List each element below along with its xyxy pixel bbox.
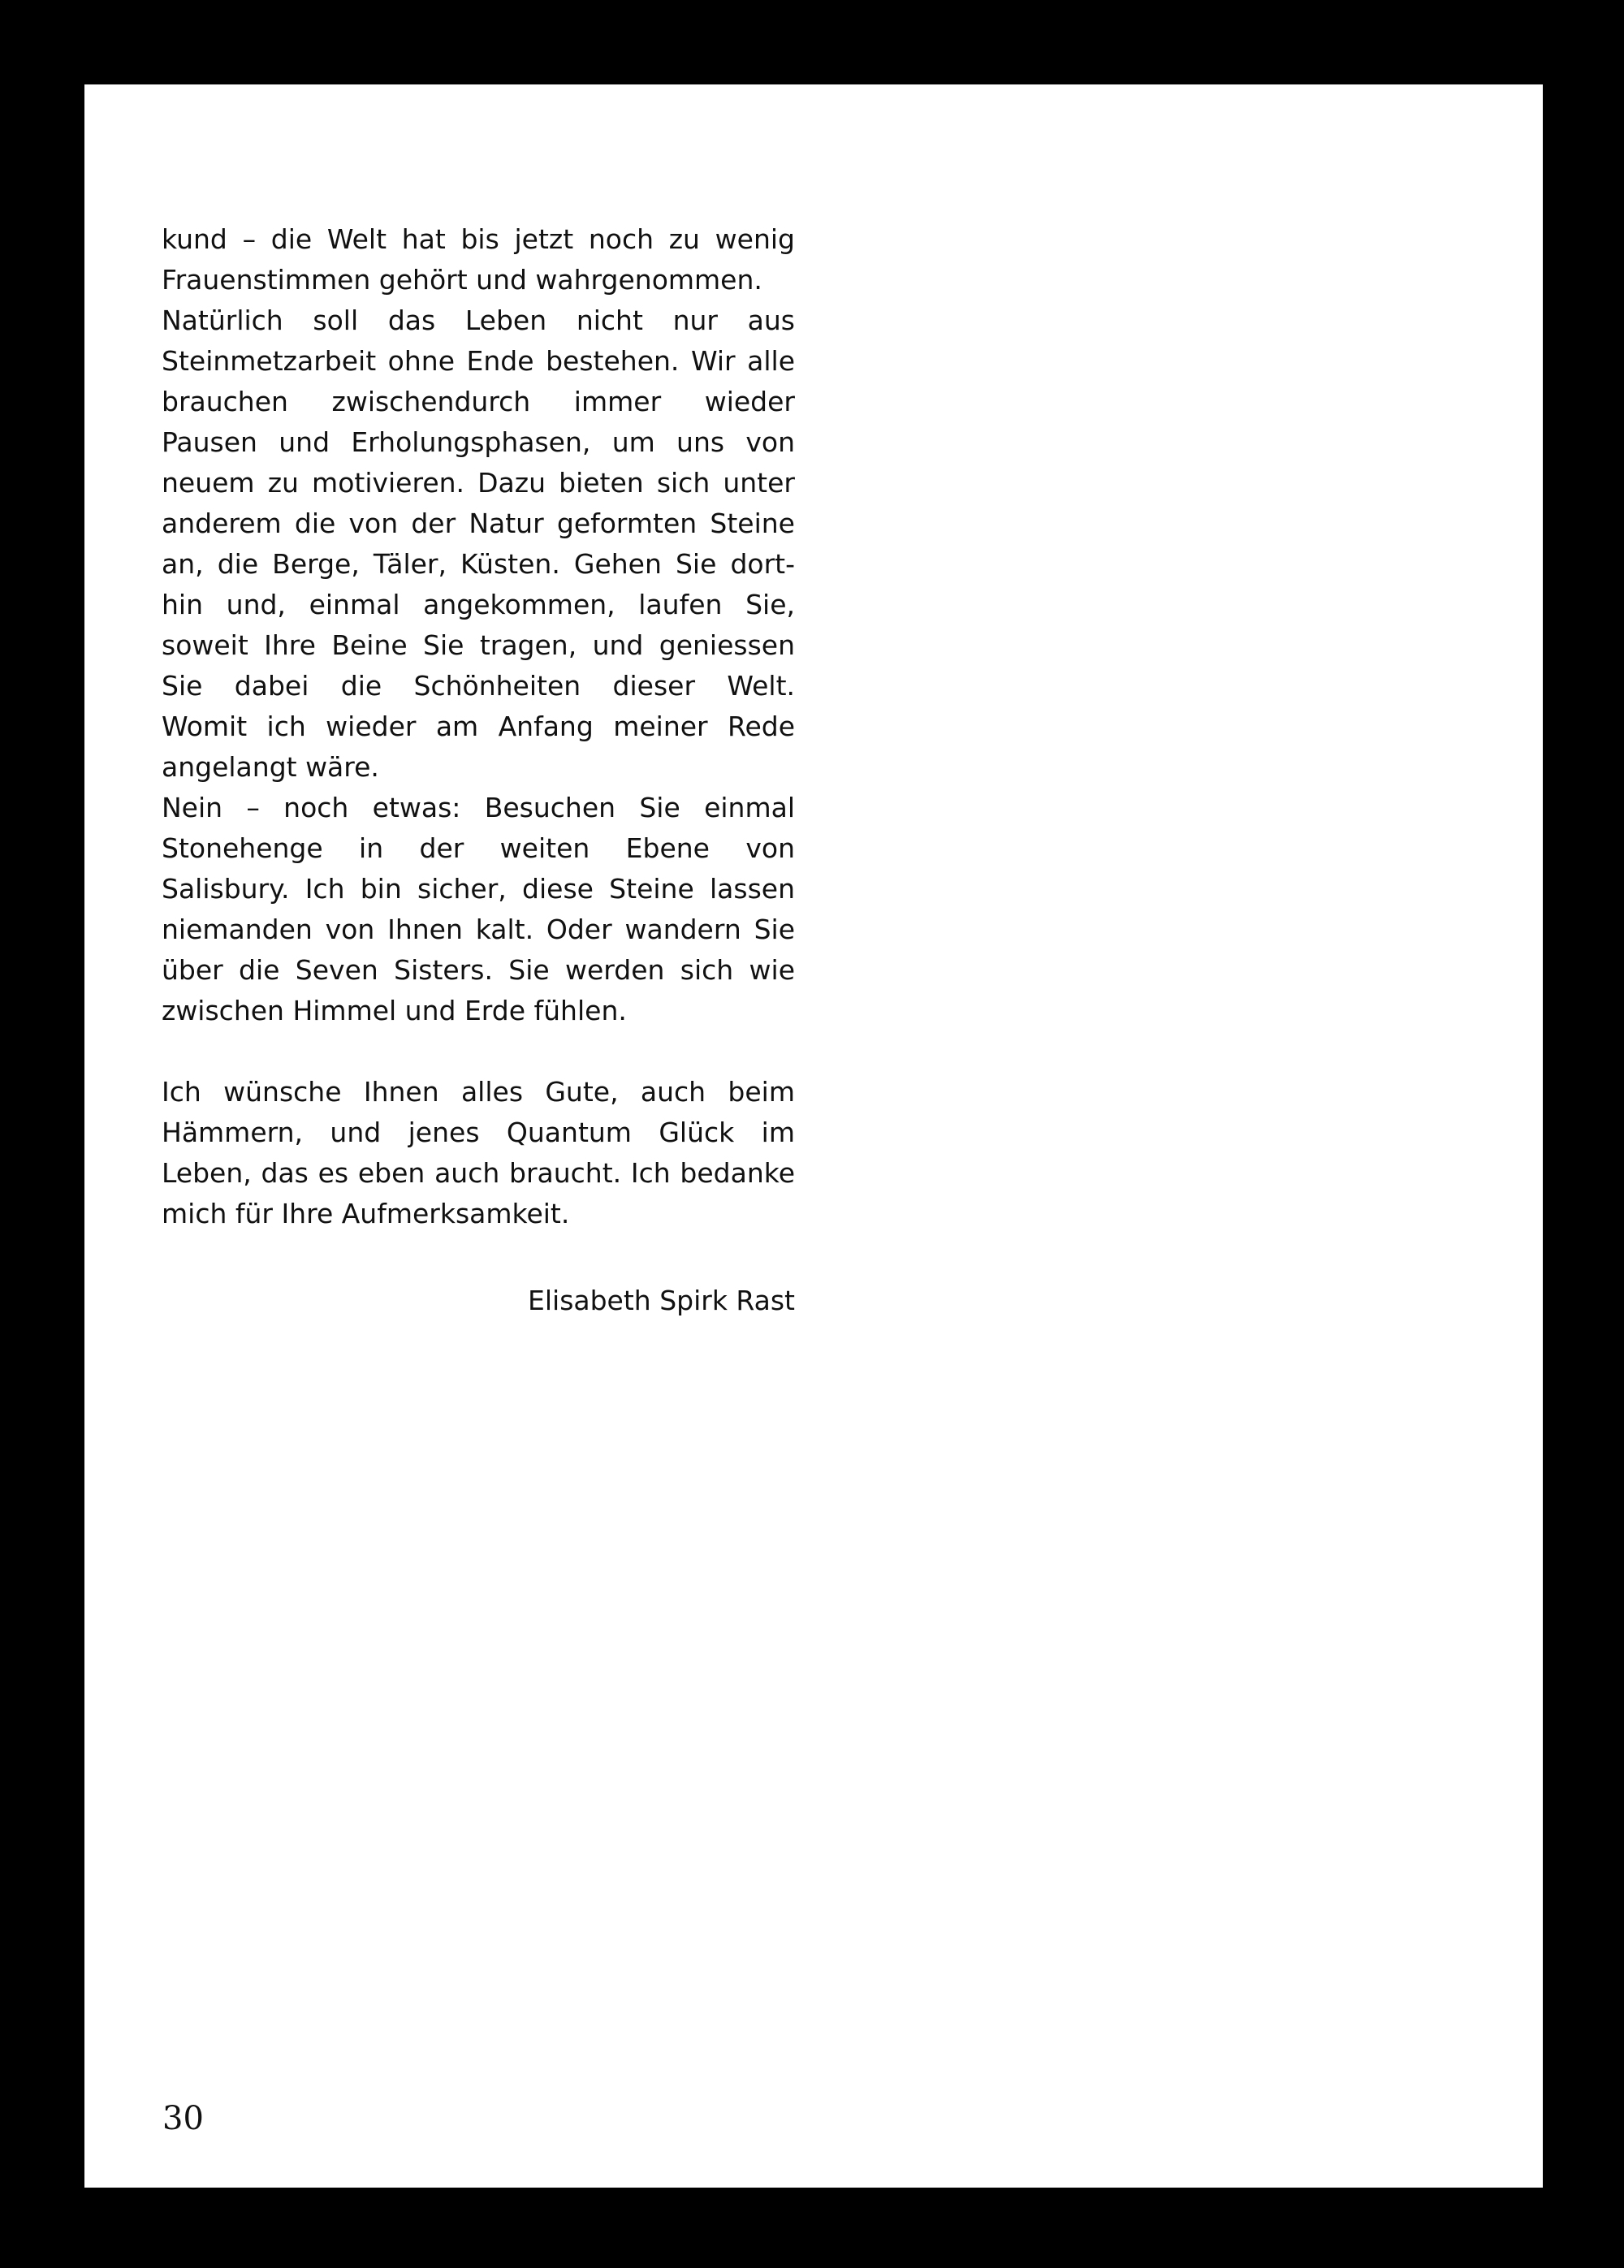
document-page [84,84,1543,2188]
text-line: Pausen und Erholungsphasen, um uns von [162,426,795,458]
text-line: Natürlich soll das Leben nicht nur aus [162,305,795,336]
text-line: anderem die von der Natur geformten Steine [162,508,795,539]
text-line: kund – die Welt hat bis jetzt noch zu wenig [162,223,795,255]
paragraph-3 [162,1072,795,1234]
paragraph-gap [162,1031,795,1072]
text-line: Ich wünsche Ihnen alles Gute, auch beim [162,1076,795,1108]
text-line: mich für Ihre Aufmerksamkeit. [162,1198,570,1229]
text-line: Leben, das es eben auch braucht. Ich bedanke [162,1157,795,1189]
text-line: Frauenstimmen gehört und wahrgenommen. [162,264,762,296]
text-line: brauchen zwischendurch immer wieder [162,386,795,417]
signature: Elisabeth Spirk Rast [528,1285,795,1316]
text-line: Salisbury. Ich bin sicher, diese Steine lassen [162,873,795,905]
text-line: zwischen Himmel und Erde fühlen. [162,995,627,1026]
paragraph-2 [162,788,795,1031]
text-line: Womit ich wieder am Anfang meiner Rede [162,711,795,742]
text-line: hin und, einmal angekommen, laufen Sie, [162,589,795,620]
page-number: 30 [162,2100,204,2137]
text-line: neuem zu motivieren. Dazu bieten sich unter [162,467,795,499]
text-line: an, die Berge, Täler, Küsten. Gehen Sie dort- [162,548,795,580]
text-line: Hämmern, und jenes Quantum Glück im [162,1117,795,1148]
text-line: Steinmetzarbeit ohne Ende bestehen. Wir alle [162,345,795,377]
body-text [162,219,795,1234]
text-line: niemanden von Ihnen kalt. Oder wandern Sie [162,914,795,945]
text-line: soweit Ihre Beine Sie tragen, und geniessen [162,629,795,661]
paragraph-1 [162,219,795,788]
text-line: angelangt wäre. [162,751,379,783]
text-line: Sie dabei die Schönheiten dieser Welt. [162,670,795,702]
text-line: Stonehenge in der weiten Ebene von [162,832,795,864]
text-line: über die Seven Sisters. Sie werden sich wie [162,954,795,986]
text-line: Nein – noch etwas: Besuchen Sie einmal [162,792,795,823]
